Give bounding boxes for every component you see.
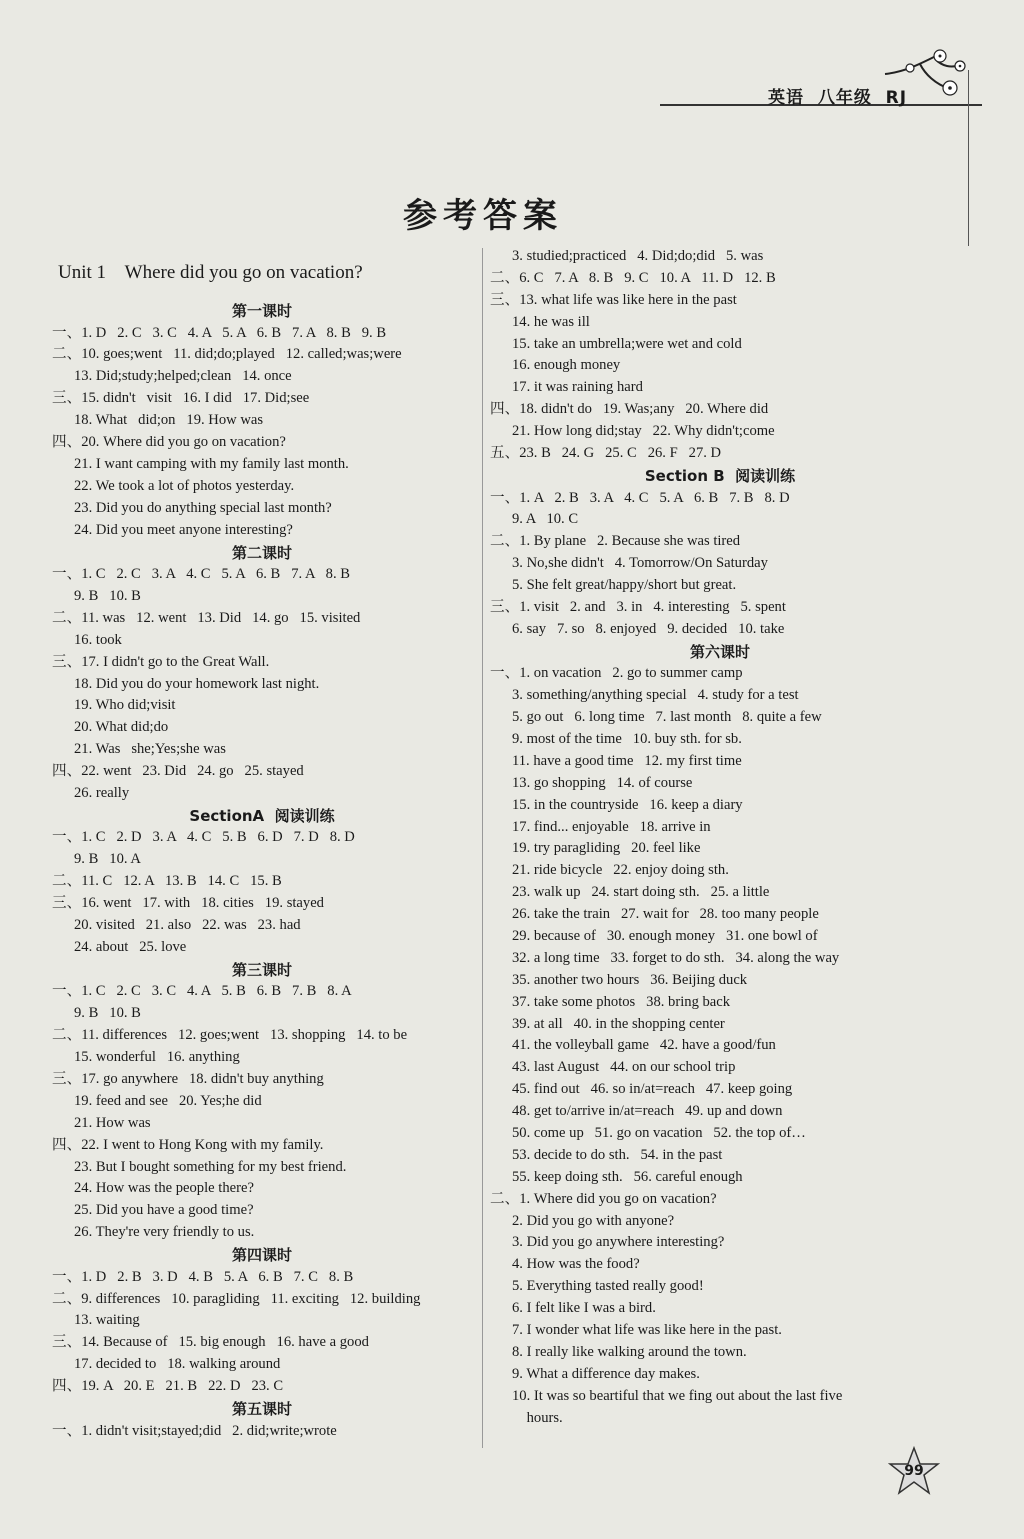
page-title: 参考答案 (403, 196, 563, 236)
answer-line: 17. decided to 18. walking around (74, 1356, 281, 1373)
unit-heading: Unit 1 Where did you go on vacation? (58, 262, 363, 283)
answer-line: 21. How was (74, 1114, 151, 1131)
answer-line: 21. How long did;stay 22. Why didn't;come (512, 423, 775, 440)
answer-line: 4. How was the food? (512, 1256, 640, 1273)
answer-line: 41. the volleyball game 42. have a good/fun (512, 1037, 776, 1054)
answer-line: 一、1. D 2. C 3. C 4. A 5. A 6. B 7. A 8. B 9. B (52, 324, 387, 341)
answer-line: 15. wonderful 16. anything (74, 1049, 240, 1066)
answer-line: 三、16. went 17. with 18. cities 19. stayed (52, 895, 324, 912)
answer-line: 17. find... enjoyable 18. arrive in (512, 818, 711, 835)
right-answer-column (490, 246, 950, 1430)
section-heading: 第一课时 (231, 302, 292, 320)
answer-line: 23. Did you do anything special last month? (74, 499, 332, 516)
answer-line: 18. What did;on 19. How was (74, 412, 264, 429)
answer-line: 7. I wonder what life was like here in the past. (512, 1322, 782, 1339)
answer-line: 四、22. went 23. Did 24. go 25. stayed (52, 763, 304, 780)
answer-line: 21. ride bicycle 22. enjoy doing sth. (512, 862, 729, 879)
answer-line: 15. take an umbrella;were wet and cold (512, 335, 742, 352)
answer-line: 48. get to/arrive in/at=reach 49. up and down (512, 1103, 783, 1120)
answer-line: 22. We took a lot of photos yesterday. (74, 477, 295, 494)
answer-line: 三、17. go anywhere 18. didn't buy anything (52, 1070, 324, 1087)
answer-line: 13. go shopping 14. of course (512, 774, 693, 791)
answer-line: 24. Did you meet anyone interesting? (74, 521, 293, 538)
left-answer-column (52, 300, 472, 1443)
section-heading: SectionA 阅读训练 (189, 806, 335, 825)
answer-line: 16. took (74, 631, 122, 648)
answer-line: 32. a long time 33. forget to do sth. 34. along the way (512, 949, 840, 966)
answer-line: 三、14. Because of 15. big enough 16. have a good (52, 1334, 369, 1351)
answer-line: 5. Everything tasted really good! (512, 1278, 704, 1295)
answer-line: 二、1. By plane 2. Because she was tired (490, 533, 741, 550)
answer-line: 9. B 10. A (74, 851, 141, 868)
section-heading: Section B 阅读训练 (644, 466, 796, 485)
answer-line: hours. (512, 1409, 563, 1426)
answer-line: 26. They're very friendly to us. (74, 1224, 255, 1241)
answer-line: 3. studied;practiced 4. Did;do;did 5. was (512, 248, 764, 264)
answer-line: 一、1. C 2. C 3. A 4. C 5. A 6. B 7. A 8. B (52, 566, 351, 583)
answer-line: 3. something/anything special 4. study for a test (512, 687, 799, 704)
answer-line: 9. A 10. C (512, 511, 579, 528)
answer-line: 一、1. C 2. D 3. A 4. C 5. B 6. D 7. D 8. D (52, 829, 355, 846)
answer-line: 6. say 7. so 8. enjoyed 9. decided 10. take (512, 620, 785, 637)
answer-line: 二、11. differences 12. goes;went 13. shopping 14. to be (52, 1027, 408, 1044)
answer-line: 三、1. visit 2. and 3. in 4. interesting 5. spent (490, 598, 786, 615)
answer-line: 3. Did you go anywhere interesting? (512, 1234, 725, 1251)
answer-line: 13. waiting (74, 1312, 140, 1329)
answer-line: 50. come up 51. go on vacation 52. the top of… (512, 1125, 806, 1142)
answer-line: 三、13. what life was like here in the past (490, 291, 737, 308)
answer-line: 四、18. didn't do 19. Was;any 20. Where did (490, 401, 769, 418)
answer-line: 一、1. C 2. C 3. C 4. A 5. B 6. B 7. B 8. A (52, 983, 352, 1000)
column-divider (482, 248, 483, 1448)
answer-line: 25. Did you have a good time? (74, 1202, 254, 1219)
answer-line: 24. about 25. love (74, 938, 187, 955)
section-heading: 第六课时 (689, 642, 750, 661)
answer-line: 一、1. on vacation 2. go to summer camp (490, 665, 743, 682)
answer-line: 9. B 10. B (74, 1005, 141, 1022)
answer-line: 20. visited 21. also 22. was 23. had (74, 917, 301, 934)
answer-line: 9. B 10. B (74, 587, 141, 604)
answer-line: 29. because of 30. enough money 31. one bowl of (512, 928, 818, 945)
answer-line: 五、23. B 24. G 25. C 26. F 27. D (490, 445, 722, 462)
answer-line: 37. take some photos 38. bring back (512, 993, 731, 1010)
page-number: 99 (904, 1463, 924, 1479)
answer-line: 26. take the train 27. wait for 28. too many people (512, 906, 819, 923)
answer-line: 三、15. didn't visit 16. I did 17. Did;see (52, 390, 310, 407)
answer-line: 一、1. A 2. B 3. A 4. C 5. A 6. B 7. B 8. D (490, 489, 790, 506)
page-number-badge (888, 1446, 940, 1498)
answer-line: 11. have a good time 12. my first time (512, 752, 742, 769)
section-heading: 第二课时 (231, 543, 292, 562)
answer-line: 19. feed and see 20. Yes;he did (74, 1092, 262, 1109)
answer-line: 18. Did you do your homework last night. (74, 675, 320, 692)
answer-line: 二、11. C 12. A 13. B 14. C 15. B (52, 873, 282, 890)
answer-line: 55. keep doing sth. 56. careful enough (512, 1168, 743, 1185)
answer-line: 一、1. D 2. B 3. D 4. B 5. A 6. B 7. C 8. B (52, 1268, 354, 1285)
answer-line: 二、10. goes;went 11. did;do;played 12. called;was;were (52, 346, 402, 363)
answer-line: 二、6. C 7. A 8. B 9. C 10. A 11. D 12. B (490, 269, 776, 286)
answer-line: 21. Was she;Yes;she was (74, 741, 226, 758)
answer-line: 35. another two hours 36. Beijing duck (512, 971, 748, 988)
answer-line: 19. Who did;visit (74, 697, 176, 714)
answer-line: 24. How was the people there? (74, 1180, 254, 1197)
answer-line: 二、1. Where did you go on vacation? (490, 1190, 717, 1207)
answer-line: 16. enough money (512, 357, 621, 374)
answer-line: 19. try paragliding 20. feel like (512, 840, 701, 857)
answer-line: 四、22. I went to Hong Kong with my family. (52, 1136, 324, 1153)
answer-line: 四、19. A 20. E 21. B 22. D 23. C (52, 1378, 284, 1395)
plum-blossom-icon (880, 44, 970, 108)
answer-line: 四、20. Where did you go on vacation? (52, 434, 286, 451)
answer-line: 23. But I bought something for my best friend. (74, 1158, 347, 1175)
section-heading: 第三课时 (231, 960, 292, 979)
answer-line: 10. It was so beartiful that we fing out about the last five (512, 1387, 843, 1404)
answer-line: 5. go out 6. long time 7. last month 8. quite a few (512, 709, 822, 726)
answer-line: 9. most of the time 10. buy sth. for sb. (512, 731, 742, 747)
answer-line: 9. What a difference day makes. (512, 1365, 700, 1382)
section-heading: 第五课时 (231, 1400, 292, 1419)
answer-line: 39. at all 40. in the shopping center (512, 1015, 725, 1032)
answer-line: 20. What did;do (74, 719, 169, 736)
answer-line: 二、9. differences 10. paragliding 11. exciting 12. building (52, 1290, 421, 1307)
answer-line: 5. She felt great/happy/short but great. (512, 577, 737, 594)
answer-line: 3. No,she didn't 4. Tomorrow/On Saturday (512, 555, 768, 572)
answer-line: 二、11. was 12. went 13. Did 14. go 15. visited (52, 609, 361, 626)
answer-line: 26. really (74, 785, 130, 801)
answer-line: 23. walk up 24. start doing sth. 25. a little (512, 884, 770, 901)
header-subject: 英语 八年级 RJ (768, 88, 908, 108)
answer-line: 43. last August 44. on our school trip (512, 1059, 736, 1076)
answer-line: 14. he was ill (512, 313, 590, 330)
answer-line: 21. I want camping with my family last month. (74, 455, 349, 472)
answer-line: 三、17. I didn't go to the Great Wall. (52, 653, 270, 670)
answer-line: 53. decide to do sth. 54. in the past (512, 1146, 723, 1163)
answer-line: 8. I really like walking around the town. (512, 1343, 747, 1360)
answer-line: 13. Did;study;helped;clean 14. once (74, 368, 292, 385)
answer-line: 6. I felt like I was a bird. (512, 1300, 656, 1317)
answer-line: 45. find out 46. so in/at=reach 47. keep going (512, 1081, 793, 1098)
answer-line: 17. it was raining hard (512, 379, 643, 396)
section-heading: 第四课时 (231, 1246, 292, 1265)
answer-line: 一、1. didn't visit;stayed;did 2. did;write;wrote (52, 1422, 337, 1439)
answer-line: 15. in the countryside 16. keep a diary (512, 796, 743, 813)
answer-line: 2. Did you go with anyone? (512, 1212, 675, 1229)
